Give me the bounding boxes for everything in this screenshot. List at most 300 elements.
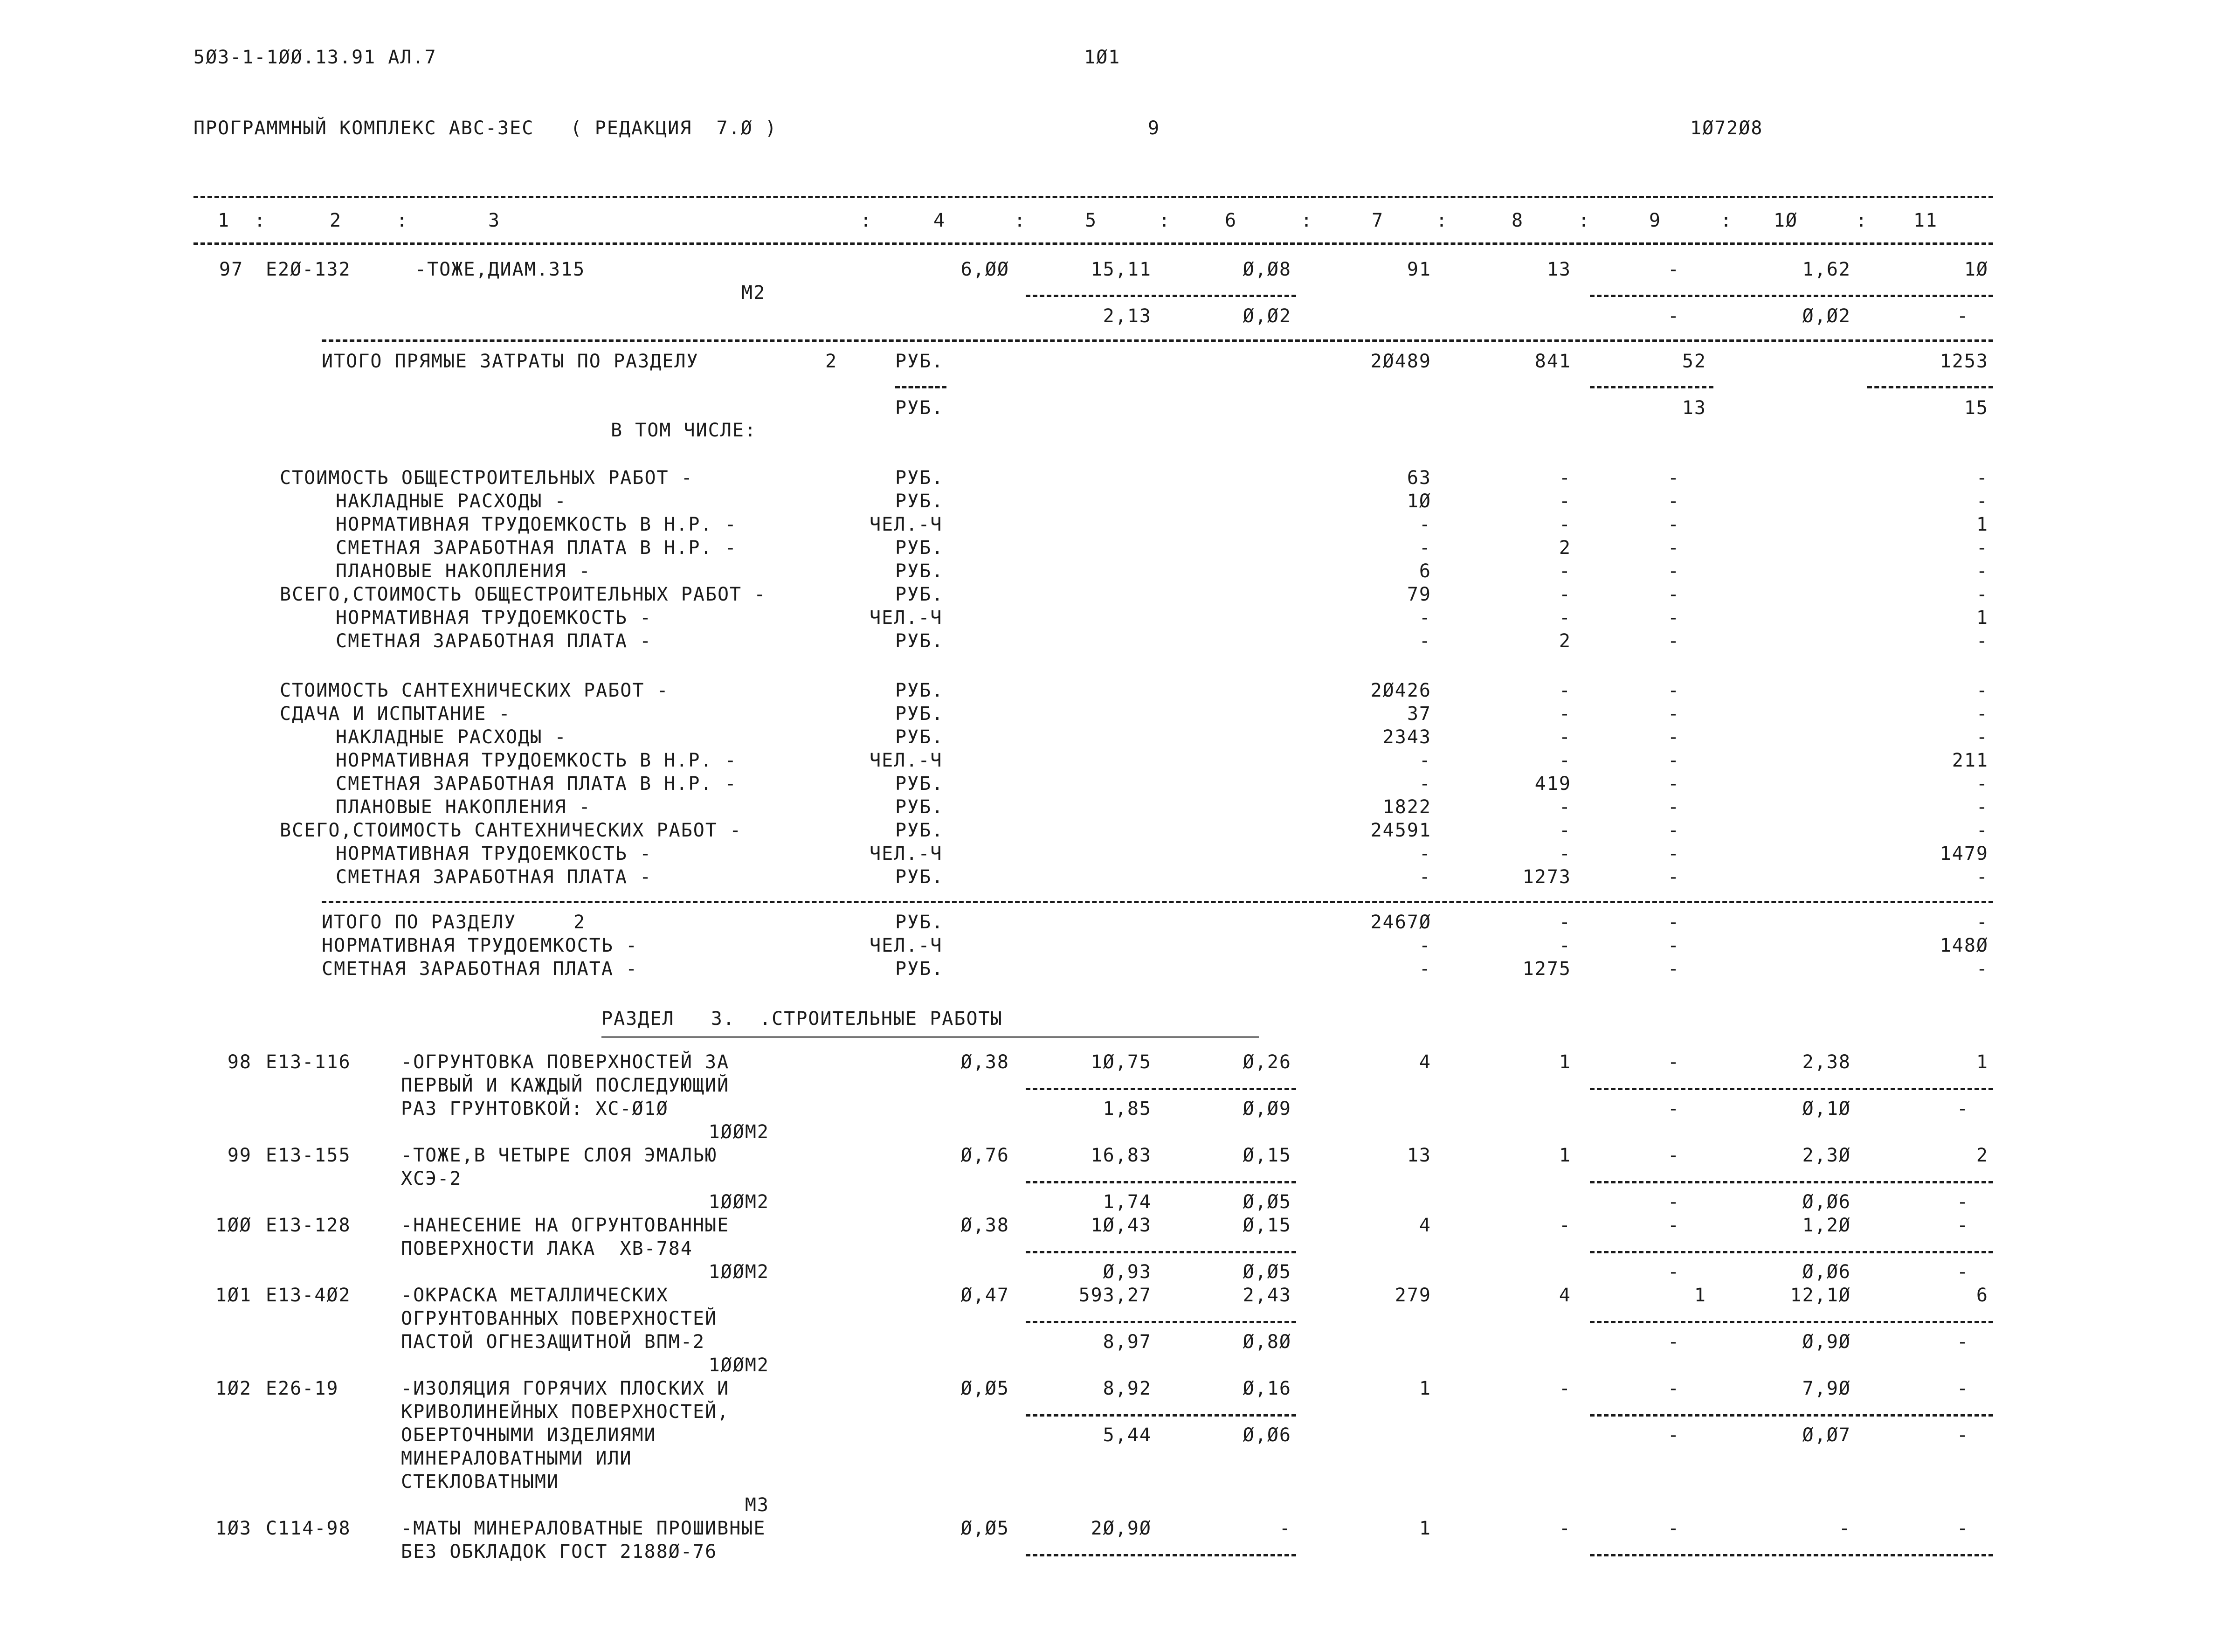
- general-row-7-c8: 2: [1559, 630, 1571, 652]
- sanitary-row-7-unit: ЧЕЛ.-Ч: [870, 843, 943, 864]
- item-3-unit: 1ØØМ2: [708, 1355, 769, 1376]
- sanitary-row-7-label: НОРМАТИВНАЯ ТРУДОЕМКОСТЬ -: [336, 843, 652, 864]
- item-0-c10: 2,38: [1802, 1051, 1851, 1073]
- item-1-code: Е13-155: [266, 1145, 351, 1166]
- item-1-c8: 1: [1559, 1145, 1571, 1166]
- general-row-5-c9: -: [1667, 584, 1680, 605]
- page-number: 1Ø1: [1084, 47, 1121, 68]
- item-5-desc-0: -МАТЫ МИНЕРАЛОВАТНЫЕ ПРОШИВНЫЕ: [401, 1518, 766, 1539]
- item-97-qty: 6,ØØ: [960, 259, 1009, 280]
- item-3-c7: 279: [1395, 1285, 1431, 1306]
- column-header-11: 11: [1913, 210, 1938, 231]
- item-5-code: С114-98: [266, 1518, 351, 1539]
- item-4-c8: -: [1559, 1378, 1571, 1399]
- general-row-6-c7: -: [1419, 607, 1431, 629]
- item-1-c9-sub: -: [1667, 1191, 1680, 1213]
- item-0-c7: 4: [1419, 1051, 1431, 1073]
- item-5-subrule-b: [1590, 1554, 1993, 1556]
- item-97-c8: 13: [1547, 259, 1571, 280]
- sanitary-row-4-c9: -: [1667, 773, 1680, 795]
- item-2-c6-sub: Ø,Ø5: [1243, 1261, 1291, 1283]
- section_total-row-2-c9: -: [1667, 958, 1680, 980]
- item-2-code: Е13-128: [266, 1215, 351, 1236]
- item-1-c6: Ø,15: [1243, 1145, 1291, 1166]
- column-header-10: 1Ø: [1773, 210, 1798, 231]
- item-1-qty: Ø,76: [960, 1145, 1009, 1166]
- doc-code: 5Ø3-1-1ØØ.13.91 АЛ.7: [193, 47, 437, 68]
- general-row-7-label: СМЕТНАЯ ЗАРАБОТНАЯ ПЛАТА -: [336, 630, 652, 652]
- total-direct-unit2: РУБ.: [895, 397, 944, 419]
- item-0-price-sub: 1,85: [1103, 1098, 1152, 1120]
- general-row-2-c7: -: [1419, 514, 1431, 535]
- sanitary-row-8-c11: -: [1976, 866, 1988, 888]
- sanitary-row-5-unit: РУБ.: [895, 796, 944, 818]
- item-97-c9-sub: -: [1667, 305, 1680, 327]
- item-4-price: 8,92: [1103, 1378, 1152, 1399]
- section_total-row-1-unit: ЧЕЛ.-Ч: [870, 935, 943, 956]
- general-row-3-c7: -: [1419, 537, 1431, 559]
- item-0-unit: 1ØØМ2: [708, 1121, 769, 1143]
- sanitary-row-5-c7: 1822: [1382, 796, 1431, 818]
- sanitary-row-6-c9: -: [1667, 820, 1680, 841]
- item-5-desc-1: БЕЗ ОБКЛАДОК ГОСТ 2188Ø-76: [401, 1541, 718, 1562]
- sanitary-row-2-c9: -: [1667, 726, 1680, 748]
- item-2-subrule-a: [1026, 1251, 1296, 1253]
- item-4-num: 1Ø2: [215, 1378, 252, 1399]
- item-97-c6: Ø,Ø8: [1243, 259, 1291, 280]
- item-97-c10-sub: Ø,Ø2: [1802, 305, 1851, 327]
- total-direct-unit: РУБ.: [895, 351, 944, 372]
- item-5-qty: Ø,Ø5: [960, 1518, 1009, 1539]
- item-97-unit: М2: [741, 282, 766, 304]
- total-direct-c7: 2Ø489: [1370, 351, 1431, 372]
- sanitary-row-7-c7: -: [1419, 843, 1431, 864]
- sanitary-row-4-label: СМЕТНАЯ ЗАРАБОТНАЯ ПЛАТА В Н.Р. -: [336, 773, 737, 795]
- general-row-0-c8: -: [1559, 467, 1571, 489]
- sanitary-row-2-unit: РУБ.: [895, 726, 944, 748]
- item-2-desc-0: -НАНЕСЕНИЕ НА ОГРУНТОВАННЫЕ: [401, 1215, 730, 1236]
- item-4-subrule-b: [1590, 1414, 1993, 1417]
- item-1-c9: -: [1667, 1145, 1680, 1166]
- item-3-c8: 4: [1559, 1285, 1571, 1306]
- item-0-subrule-b: [1590, 1088, 1993, 1090]
- section_total-row-1-c7: -: [1419, 935, 1431, 956]
- total-direct-c11-sub: 15: [1964, 397, 1988, 419]
- section_total-row-0-label: ИТОГО ПО РАЗДЕЛУ: [322, 912, 517, 933]
- sanitary-row-7-c9: -: [1667, 843, 1680, 864]
- general-row-6-label: НОРМАТИВНАЯ ТРУДОЕМКОСТЬ -: [336, 607, 652, 629]
- column-separator-8: :: [1578, 210, 1591, 231]
- section_total-row-2-unit: РУБ.: [895, 958, 944, 980]
- item-97-code: Е2Ø-132: [266, 259, 351, 280]
- item-0-desc-2: РАЗ ГРУНТОВКОЙ: ХС-Ø1Ø: [401, 1098, 669, 1120]
- item-1-num: 99: [227, 1145, 252, 1166]
- item-1-desc-1: ХСЭ-2: [401, 1168, 462, 1189]
- item-97-c11: 1Ø: [1964, 259, 1988, 280]
- estimate-code: 1Ø72Ø8: [1690, 118, 1763, 139]
- item-3-c11-sub: -: [1956, 1331, 1969, 1353]
- item-0-num: 98: [227, 1051, 252, 1073]
- item-3-c10: 12,1Ø: [1790, 1285, 1851, 1306]
- sanitary-row-1-label: СДАЧА И ИСПЫТАНИЕ -: [280, 703, 511, 725]
- sanitary-row-5-c8: -: [1559, 796, 1571, 818]
- sanitary-row-0-label: СТОИМОСТЬ САНТЕХНИЧЕСКИХ РАБОТ -: [280, 680, 669, 701]
- item-1-price-sub: 1,74: [1103, 1191, 1152, 1213]
- item-2-num: 1ØØ: [215, 1215, 252, 1236]
- item-97-price: 15,11: [1091, 259, 1152, 280]
- general-row-1-unit: РУБ.: [895, 491, 944, 512]
- sanitary-row-6-label: ВСЕГО,СТОИМОСТЬ САНТЕХНИЧЕСКИХ РАБОТ -: [280, 820, 742, 841]
- item-97-num: 97: [219, 259, 244, 280]
- item-4-c9: -: [1667, 1378, 1680, 1399]
- total-direct-c11-rule: [1867, 386, 1993, 388]
- item-3-qty: Ø,47: [960, 1285, 1009, 1306]
- item-4-desc-3: МИНЕРАЛОВАТНЫМИ ИЛИ: [401, 1448, 632, 1469]
- sanitary-row-2-c7: 2343: [1382, 726, 1431, 748]
- general-row-1-c7: 1Ø: [1407, 491, 1431, 512]
- item-2-c9-sub: -: [1667, 1261, 1680, 1283]
- section_total-row-1-label: НОРМАТИВНАЯ ТРУДОЕМКОСТЬ -: [322, 935, 638, 956]
- item-4-subrule-a: [1026, 1414, 1296, 1417]
- general-row-5-unit: РУБ.: [895, 584, 944, 605]
- general-row-6-c11: 1: [1976, 607, 1988, 629]
- item-0-c9-sub: -: [1667, 1098, 1680, 1120]
- sanitary-row-6-unit: РУБ.: [895, 820, 944, 841]
- general-row-2-c11: 1: [1976, 514, 1988, 535]
- section_total-row-2-c11: -: [1976, 958, 1988, 980]
- item-5-subrule-a: [1026, 1554, 1296, 1556]
- item-5-num: 1Ø3: [215, 1518, 252, 1539]
- sanitary-row-1-unit: РУБ.: [895, 703, 944, 725]
- table-rule-top: [193, 196, 1993, 198]
- item-4-unit: М3: [745, 1494, 769, 1516]
- item-97-c9: -: [1667, 259, 1680, 280]
- general-row-7-unit: РУБ.: [895, 630, 944, 652]
- item-3-num: 1Ø1: [215, 1285, 252, 1306]
- item-4-desc-0: -ИЗОЛЯЦИЯ ГОРЯЧИХ ПЛОСКИХ И: [401, 1378, 730, 1399]
- total-direct-section: 2: [825, 351, 838, 372]
- item-4-c11: -: [1956, 1378, 1969, 1399]
- general-row-2-c9: -: [1667, 514, 1680, 535]
- item-3-price-sub: 8,97: [1103, 1331, 1152, 1353]
- total-rule-top: [322, 339, 1993, 342]
- item-5-c7: 1: [1419, 1518, 1431, 1539]
- item-4-price-sub: 5,44: [1103, 1424, 1152, 1446]
- item-1-subrule-b: [1590, 1181, 1993, 1183]
- sanitary-row-8-unit: РУБ.: [895, 866, 944, 888]
- item-97-price-sub: 2,13: [1103, 305, 1152, 327]
- item-2-c9: -: [1667, 1215, 1680, 1236]
- column-header-5: 5: [1084, 210, 1098, 231]
- item-2-c11: -: [1956, 1215, 1969, 1236]
- item-4-desc-4: СТЕКЛОВАТНЫМИ: [401, 1471, 559, 1493]
- sanitary-row-5-c9: -: [1667, 796, 1680, 818]
- sanitary-row-8-label: СМЕТНАЯ ЗАРАБОТНАЯ ПЛАТА -: [336, 866, 652, 888]
- column-separator-2: :: [396, 210, 409, 231]
- total-direct-c9: 52: [1682, 351, 1706, 372]
- item-0-c11: 1: [1976, 1051, 1988, 1073]
- section_total-row-1-c11: 148Ø: [1940, 935, 1988, 956]
- section_total-row-2-c8: 1275: [1522, 958, 1571, 980]
- item-5-c8: -: [1559, 1518, 1571, 1539]
- general-row-2-unit: ЧЕЛ.-Ч: [870, 514, 943, 535]
- sanitary-row-3-c11: 211: [1952, 750, 1988, 771]
- column-header-2: 2: [329, 210, 342, 231]
- item-3-desc-1: ОГРУНТОВАННЫХ ПОВЕРХНОСТЕЙ: [401, 1308, 718, 1329]
- column-header-1: 1: [217, 210, 230, 231]
- section_total-row-0-c8: -: [1559, 912, 1571, 933]
- sanitary-row-4-c7: -: [1419, 773, 1431, 795]
- item-0-desc-0: -ОГРУНТОВКА ПОВЕРХНОСТЕЙ ЗА: [401, 1051, 730, 1073]
- general-row-0-c11: -: [1976, 467, 1988, 489]
- section_total-row-0-c9: -: [1667, 912, 1680, 933]
- item-2-price: 1Ø,43: [1091, 1215, 1152, 1236]
- general-row-3-c8: 2: [1559, 537, 1571, 559]
- section_total-row-1-c9: -: [1667, 935, 1680, 956]
- item-0-c8: 1: [1559, 1051, 1571, 1073]
- item-5-c11: -: [1956, 1518, 1969, 1539]
- general-row-1-c8: -: [1559, 491, 1571, 512]
- column-separator-9: :: [1720, 210, 1733, 231]
- item-3-c11: 6: [1976, 1285, 1988, 1306]
- item-1-subrule-a: [1026, 1181, 1296, 1183]
- sanitary-row-2-label: НАКЛАДНЫЕ РАСХОДЫ -: [336, 726, 567, 748]
- general-row-0-c9: -: [1667, 467, 1680, 489]
- total-direct-c9-rule: [1590, 386, 1713, 388]
- item-2-c10: 1,2Ø: [1802, 1215, 1851, 1236]
- sanitary-row-0-c8: -: [1559, 680, 1571, 701]
- sanitary-row-8-c9: -: [1667, 866, 1680, 888]
- item-1-c10: 2,3Ø: [1802, 1145, 1851, 1166]
- item-1-c6-sub: Ø,Ø5: [1243, 1191, 1291, 1213]
- item-4-c6: Ø,16: [1243, 1378, 1291, 1399]
- item-3-desc-2: ПАСТОЙ ОГНЕЗАЩИТНОЙ ВПМ-2: [401, 1331, 705, 1353]
- item-1-c10-sub: Ø,Ø6: [1802, 1191, 1851, 1213]
- item-97-desc: -ТОЖЕ,ДИАМ.315: [415, 259, 586, 280]
- general-row-1-c11: -: [1976, 491, 1988, 512]
- item-4-qty: Ø,Ø5: [960, 1378, 1009, 1399]
- general-row-2-c8: -: [1559, 514, 1571, 535]
- item-3-c6: 2,43: [1243, 1285, 1291, 1306]
- item-3-c10-sub: Ø,9Ø: [1802, 1331, 1851, 1353]
- general-row-4-c9: -: [1667, 560, 1680, 582]
- item-4-c6-sub: Ø,Ø6: [1243, 1424, 1291, 1446]
- item-0-code: Е13-116: [266, 1051, 351, 1073]
- section3-heading: РАЗДЕЛ 3. .СТРОИТЕЛЬНЫЕ РАБОТЫ: [601, 1008, 1003, 1030]
- column-header-7: 7: [1371, 210, 1384, 231]
- sanitary-row-0-c11: -: [1976, 680, 1988, 701]
- general-row-5-label: ВСЕГО,СТОИМОСТЬ ОБЩЕСТРОИТЕЛЬНЫХ РАБОТ -: [280, 584, 766, 605]
- sanitary-row-8-c7: -: [1419, 866, 1431, 888]
- item-2-subrule-b: [1590, 1251, 1993, 1253]
- general-row-6-c9: -: [1667, 607, 1680, 629]
- item-3-subrule-a: [1026, 1321, 1296, 1323]
- general-row-5-c7: 79: [1407, 584, 1431, 605]
- general-row-0-c7: 63: [1407, 467, 1431, 489]
- item-4-code: Е26-19: [266, 1378, 339, 1399]
- sanitary-row-1-c11: -: [1976, 703, 1988, 725]
- column-header-3: 3: [488, 210, 501, 231]
- item-3-price: 593,27: [1078, 1285, 1152, 1306]
- column-separator-4: :: [1014, 210, 1027, 231]
- item-0-c6: Ø,26: [1243, 1051, 1291, 1073]
- item-97-subrule-b: [1590, 295, 1993, 297]
- item-0-price: 1Ø,75: [1091, 1051, 1152, 1073]
- section_total-row-0-num: 2: [573, 912, 586, 933]
- general-row-4-unit: РУБ.: [895, 560, 944, 582]
- general-row-4-c7: 6: [1419, 560, 1431, 582]
- item-3-code: Е13-4Ø2: [266, 1285, 351, 1306]
- general-row-6-unit: ЧЕЛ.-Ч: [870, 607, 943, 629]
- column-separator-3: :: [860, 210, 873, 231]
- general-row-2-label: НОРМАТИВНАЯ ТРУДОЕМКОСТЬ В Н.Р. -: [336, 514, 737, 535]
- item-4-c11-sub: -: [1956, 1424, 1969, 1446]
- total-direct-c11: 1253: [1940, 351, 1988, 372]
- sanitary-row-0-unit: РУБ.: [895, 680, 944, 701]
- column-separator-5: :: [1159, 210, 1171, 231]
- item-4-c7: 1: [1419, 1378, 1431, 1399]
- item-97-c10: 1,62: [1802, 259, 1851, 280]
- item-1-c11-sub: -: [1956, 1191, 1969, 1213]
- general-row-7-c7: -: [1419, 630, 1431, 652]
- total-direct-c8: 841: [1534, 351, 1571, 372]
- item-3-desc-0: -ОКРАСКА МЕТАЛЛИЧЕСКИХ: [401, 1285, 669, 1306]
- general-row-3-c11: -: [1976, 537, 1988, 559]
- item-97-c7: 91: [1407, 259, 1431, 280]
- column-separator-6: :: [1301, 210, 1313, 231]
- sanitary-row-5-c11: -: [1976, 796, 1988, 818]
- item-0-subrule-a: [1026, 1088, 1296, 1090]
- section-total-rule: [322, 901, 1993, 903]
- item-97-subrule-a: [1026, 295, 1296, 297]
- sanitary-row-0-c9: -: [1667, 680, 1680, 701]
- total-direct-c9-sub: 13: [1682, 397, 1706, 419]
- sanitary-row-3-c7: -: [1419, 750, 1431, 771]
- item-0-c9: -: [1667, 1051, 1680, 1073]
- table-rule-header: [193, 242, 1993, 245]
- program-line: ПРОГРАММНЫЙ КОМПЛЕКС АВС-3ЕС ( РЕДАКЦИЯ 7.Ø ): [193, 118, 777, 139]
- item-0-c6-sub: Ø,Ø9: [1243, 1098, 1291, 1120]
- sanitary-row-6-c8: -: [1559, 820, 1571, 841]
- total-direct-unit-rule: [895, 386, 946, 388]
- section_total-row-0-c7: 2467Ø: [1370, 912, 1431, 933]
- sanitary-row-3-label: НОРМАТИВНАЯ ТРУДОЕМКОСТЬ В Н.Р. -: [336, 750, 737, 771]
- general-row-4-c8: -: [1559, 560, 1571, 582]
- item-2-price-sub: Ø,93: [1103, 1261, 1152, 1283]
- column-header-9: 9: [1649, 210, 1662, 231]
- item-1-price: 16,83: [1091, 1145, 1152, 1166]
- column-header-8: 8: [1511, 210, 1524, 231]
- item-97-c11-sub: -: [1956, 305, 1969, 327]
- total-direct-label: ИТОГО ПРЯМЫЕ ЗАТРАТЫ ПО РАЗДЕЛУ: [322, 351, 699, 372]
- item-3-c9-sub: -: [1667, 1331, 1680, 1353]
- item-4-desc-1: КРИВОЛИНЕЙНЫХ ПОВЕРХНОСТЕЙ,: [401, 1401, 730, 1423]
- general-row-4-c11: -: [1976, 560, 1988, 582]
- sanitary-row-6-c7: 24591: [1370, 820, 1431, 841]
- item-5-c10: -: [1838, 1518, 1851, 1539]
- item-97-c6-sub: Ø,Ø2: [1243, 305, 1291, 327]
- general-row-7-c11: -: [1976, 630, 1988, 652]
- section_total-row-2-c7: -: [1419, 958, 1431, 980]
- general-row-1-label: НАКЛАДНЫЕ РАСХОДЫ -: [336, 491, 567, 512]
- item-0-qty: Ø,38: [960, 1051, 1009, 1073]
- general-row-6-c8: -: [1559, 607, 1571, 629]
- general-row-3-label: СМЕТНАЯ ЗАРАБОТНАЯ ПЛАТА В Н.Р. -: [336, 537, 737, 559]
- item-4-c10-sub: Ø,Ø7: [1802, 1424, 1851, 1446]
- column-header-4: 4: [933, 210, 946, 231]
- item-1-unit: 1ØØМ2: [708, 1191, 769, 1213]
- sanitary-row-2-c11: -: [1976, 726, 1988, 748]
- sanitary-row-7-c11: 1479: [1940, 843, 1988, 864]
- item-1-c11: 2: [1976, 1145, 1988, 1166]
- sanitary-row-3-c9: -: [1667, 750, 1680, 771]
- item-0-c10-sub: Ø,1Ø: [1802, 1098, 1851, 1120]
- sanitary-row-1-c8: -: [1559, 703, 1571, 725]
- sanitary-row-2-c8: -: [1559, 726, 1571, 748]
- column-separator-10: :: [1856, 210, 1868, 231]
- general-row-0-label: СТОИМОСТЬ ОБЩЕСТРОИТЕЛЬНЫХ РАБОТ -: [280, 467, 693, 489]
- section_total-row-0-c11: -: [1976, 912, 1988, 933]
- column-separator-7: :: [1436, 210, 1449, 231]
- item-1-c7: 13: [1407, 1145, 1431, 1166]
- sanitary-row-1-c9: -: [1667, 703, 1680, 725]
- item-5-c6: -: [1279, 1518, 1291, 1539]
- item-1-desc-0: -ТОЖЕ,В ЧЕТЫРЕ СЛОЯ ЭМАЛЬЮ: [401, 1145, 718, 1166]
- general-row-3-c9: -: [1667, 537, 1680, 559]
- general-row-3-unit: РУБ.: [895, 537, 944, 559]
- section_total-row-2-label: СМЕТНАЯ ЗАРАБОТНАЯ ПЛАТА -: [322, 958, 638, 980]
- sanitary-row-1-c7: 37: [1407, 703, 1431, 725]
- item-2-c7: 4: [1419, 1215, 1431, 1236]
- item-3-c9: 1: [1694, 1285, 1706, 1306]
- general-row-0-unit: РУБ.: [895, 467, 944, 489]
- general-row-1-c9: -: [1667, 491, 1680, 512]
- item-2-unit: 1ØØМ2: [708, 1261, 769, 1283]
- item-2-desc-1: ПОВЕРХНОСТИ ЛАКА ХВ-784: [401, 1238, 693, 1259]
- item-0-c11-sub: -: [1956, 1098, 1969, 1120]
- item-2-qty: Ø,38: [960, 1215, 1009, 1236]
- general-row-5-c8: -: [1559, 584, 1571, 605]
- sanitary-row-3-unit: ЧЕЛ.-Ч: [870, 750, 943, 771]
- sanitary-row-8-c8: 1273: [1522, 866, 1571, 888]
- sanitary-row-6-c11: -: [1976, 820, 1988, 841]
- item-0-desc-1: ПЕРВЫЙ И КАЖДЫЙ ПОСЛЕДУЮЩИЙ: [401, 1075, 730, 1096]
- sanitary-row-4-unit: РУБ.: [895, 773, 944, 795]
- column-header-6: 6: [1224, 210, 1237, 231]
- sanitary-row-4-c11: -: [1976, 773, 1988, 795]
- column-separator-1: :: [254, 210, 267, 231]
- item-2-c6: Ø,15: [1243, 1215, 1291, 1236]
- item-3-subrule-b: [1590, 1321, 1993, 1323]
- item-4-c9-sub: -: [1667, 1424, 1680, 1446]
- section3-underline: [601, 1036, 1259, 1041]
- sanitary-row-3-c8: -: [1559, 750, 1571, 771]
- item-3-c6-sub: Ø,8Ø: [1243, 1331, 1291, 1353]
- sheet-number: 9: [1148, 118, 1160, 139]
- sanitary-row-4-c8: 419: [1534, 773, 1571, 795]
- section_total-row-1-c8: -: [1559, 935, 1571, 956]
- item-2-c10-sub: Ø,Ø6: [1802, 1261, 1851, 1283]
- sanitary-row-0-c7: 2Ø426: [1370, 680, 1431, 701]
- general-row-5-c11: -: [1976, 584, 1988, 605]
- sanitary-row-5-label: ПЛАНОВЫЕ НАКОПЛЕНИЯ -: [336, 796, 591, 818]
- including-label: В ТОМ ЧИСЛЕ:: [611, 420, 757, 441]
- item-2-c11-sub: -: [1956, 1261, 1969, 1283]
- general-row-7-c9: -: [1667, 630, 1680, 652]
- item-5-c9: -: [1667, 1518, 1680, 1539]
- item-2-c8: -: [1559, 1215, 1571, 1236]
- item-5-price: 2Ø,9Ø: [1091, 1518, 1152, 1539]
